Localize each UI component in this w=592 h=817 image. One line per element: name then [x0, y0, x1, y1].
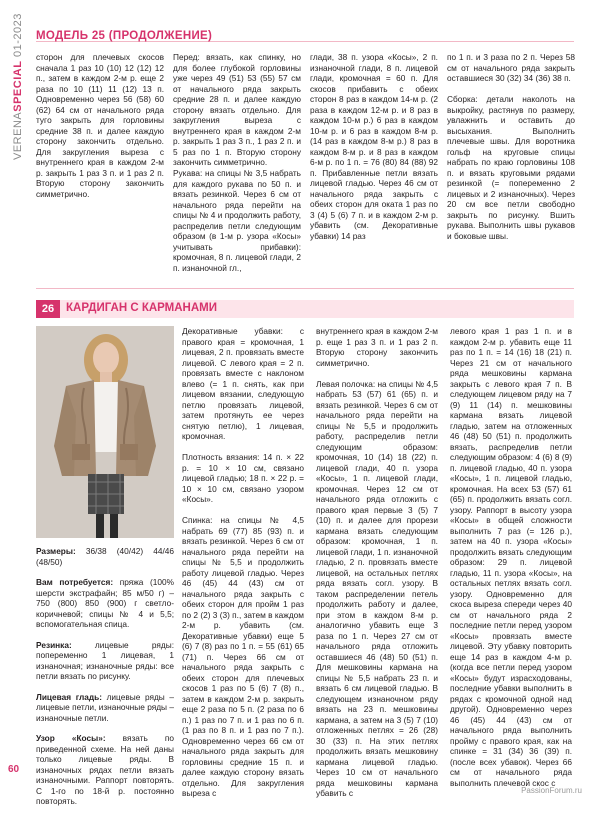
section-divider	[36, 288, 574, 289]
top-column-3: глади, 38 п. узора «Косы», 2 п. изнаночной глади, 8 п. лицевой глади, кромочная = 60 п. Для скосов прибавить с обеих сторон 8 раз в каждом 14-м р. (2 раза в каждом 12-м р. и 8 раз в каждом 10-м р.) 6 раз в каждом 10-м р. и 6 раз в каждом 8-м р. (14 раз в каждом 8-м р.) 8 раз в каждом 8-м р. и 8 раз в каждом 6-м р. по 1 п. = 76 (80) 84 (88) 92 п. Прибавленные петли вязать лицевой гладью. Через 46 см от начального ряда закрыть с обеих сторон для оката 1 раз по 3 (4) 5 (6) 7 п. и в каждом 2-м р. убавить (см. Декоративные убавки) 14 раз	[310, 52, 438, 241]
bottom-column-1: Декоративные убавки: с правого края = кромочная, 1 лицевая, 2 п. провязать вместе лицевой. С левого края = 2 п. провязать вместе с наклоном влево (= 1 п. снять, как при лицевом вязании, следующую петлю провязать лицевой, затем протянуть ее через снятую петлю), 1 лицевая, кромочная. Плотность вязания: 14 п. × 22 р. = 10 × 10 см, связано лицевой гладью; 18 п. × 22 р. = 10 × 10 см, связано узором «Косы». Спинка: на спицы № 4,5 набрать 69 (77) 85 (93) п. и вязать резинкой. Через 6 см от начального ряда перейти на спицы № 5,5 и продолжить работу лицевой гладью. Через 46 (45) 44 (43) см от начального ряда закрыть с обеих сторон для пройм 1 раз по 2 (2) 3 (3) п., затем в каждом 2-м р. убавить (см. Декоративные убавки) еще 5 (6) 7 (8) раз по 1 п. = 55 (61) 65 (71) п. Через 66 см от начального ряда закрыть с обеих сторон для плечевых скосов 1 раз по 5 (6) 7 (8) п., затем в каждом 2-м р. закрыть еще 2 раза по 5 п. (2 раза по 6 п.) 1 раз по 7 п. и 1 раз по 6 п. (1 раз по 8 п. и 1 раз по 7 п.). Одновременно через 66 см от начального ряда закрыть для горловины средние 15 п. и далее каждую сторону вязать отдельно. Для закругления выреза с	[182, 326, 304, 798]
model-title: МОДЕЛЬ 25 (ПРОДОЛЖЕНИЕ)	[36, 30, 213, 42]
top-column-4: по 1 п. и 3 раза по 2 п. Через 58 см от начального ряда закрыть оставшиеся 30 (32) 34 (36) 38 п. Сборка: детали наколоть на выкройку, растянув по размеру, увлажнить и оставить до высыхания. Выполнить плечевые швы. Для воротника гольф на круговые спицы набрать по краю горловины 108 п. и вязать круговыми рядами резинкой (= попеременно 2 лицевых и 2 изнаночных). Через 20 см все петли свободно закрыть по рисунку. Вшить рукава. Выполнить швы рукавов и боковые швы.	[447, 52, 575, 241]
sleeves-paragraph: Рукава: на спицы № 3,5 набрать для каждого рукава по 50 п. и вязать резинкой. Через 6 см от начального ряда перейти на спицы № 4 и продолжить работу, распределив петли следующим образом (в 1-м р. узора «Косы» учитывать прибавки): кромочная, 8 п. лицевой глади, 2 п. изнаночной гл.,	[173, 168, 301, 273]
rib-paragraph: Резинка: лицевые ряды: попеременно 1 лицевая, 1 изнаночная; изнаночные ряды: все петли вязать по рисунку.	[36, 639, 174, 681]
top-column-1: сторон для плечевых скосов сначала 1 раз 10 (10) 12 (12) 12 п., затем в каждом 2-м р. еще 2 раза по 10 (11) 11 (12) 13 п. Одновременно через 56 (58) 60 (62) 64 см от начального ряда тугo закрыть для горловины средние 38 п. и далее каждую сторону закончить отдельно. Для закругления выреза с внутреннего края в каждом 2-м р. закрыть 1 раз 3 п. и 1 раз 2 п. Вторую сторону закончить симметрично.	[36, 52, 164, 199]
magazine-logo-vertical: VERENASPECIAL 01-2023	[12, 13, 24, 160]
materials-column	[36, 546, 174, 817]
model-header	[36, 26, 574, 42]
bottom-column-3: левого края 1 раз 1 п. и в каждом 2-м р. убавить еще 11 раз по 1 п. = 14 (16) 18 (21) п. Через 21 см от начального ряда мешковины кармана закрыть с левого края 7 п. В следующем лицевом ряду на 7 (9) 11 (14) п. мешковины кармана вязать лицевой гладью, затем на отложенных 46 (48) 50 (51) п. продолжить вязать, распределив петли следующим образом: 4 (6) 8 (9) п. лицевой гладью, 40 п. узора «Косы», 1 п. лицевой гладью, кромочная. На всех 53 (57) 61 (65) п. продолжить вязать согл. узору. Раппорт в высоту узора «Косы» в общей сложности выполнить 7 раз (= 126 р.), затем на 40 п. узора «Косы» продолжить вязать следующим образом: 29 п. лицевой гладью, 11 п. узора «Косы», на остальных петлях вязать согл. узору. Одновременно для скоса выреза спереди через 40 см от начального ряда 2 последние петли перед узором «Косы» провязать вместе лицевой. Эту убавку повторить еще 14 раз в каждом 4-м р. (когда все петли перед узором «Косы» будут израсходованы, последние убавки выполнить в рядах с кромочной одной над другой). Одновременно через 46 (45) 44 (43) см от начального ряда выполнить пройму с правого края, как на спинке = 31 (34) 36 (39) п. (после всех убавок). Через 66 см от начального ряда выполнить плечевой скос с	[450, 326, 572, 788]
model-photo	[36, 326, 174, 538]
stockinette-paragraph: Лицевая гладь: лицевые ряды – лицевые петли, изнаночные ряды – изнаночные петли.	[36, 691, 174, 723]
bottom-column-2: внутреннего края в каждом 2-м р. еще 1 раз 3 п. и 1 раз 2 п. Вторую сторону закончить симметрично. Левая полочка: на спицы № 4,5 набрать 53 (57) 61 (65) п. и вязать резинкой. Через 6 см от начального ряда перейти на спицы № 5,5 и продолжить работу, распределив петли следующим образом: кромочная, 10 (14) 18 (22) п. лицевой глади, 40 п. узора «Косы», 1 п. лицевой глади, кромочная. Через 12 см от начального ряда отложить с правого края первые 3 (5) 7 (10) п. и далее для прорези кармана вязать следующим образом: кромочная, 1 п. лицевой глади, 1 п. изнаночной гладью, 2 п. провязать вместе лицевой, на остальных петлях ряда вязать согл. узору. В таком распределении петель продолжить работу и далее, при этом в каждом 8-м р. аналогично убавить еще 3 раза по 1 п. Через 27 см от начального ряда отложить оставшиеся 46 (48) 50 (51) п. Для мешковины кармана на спицы № 5,5 набрать 23 п. и вязать 6 см лицевой гладью. В следующем изнаночном ряду вязать на 23 п. мешковины кармана, а затем на 3 (5) 7 (10) отложенных петлях = 26 (28) 30 (33) п. На этих петлях продолжить вязать мешковину кармана лицевой гладью. Через 10 см от начального ряда мешковины кармана убавить с	[316, 326, 438, 798]
page-number: 60	[8, 764, 20, 775]
continued-instructions	[36, 52, 574, 284]
materials-paragraph: Вам потребуется: пряжа (100% шерсти экстрафайн; 85 м/50 г) – 750 (800) 850 (900) г светло-коричневой; спицы № 4 и 5,5; вспомогательная спица.	[36, 577, 175, 629]
section-header	[36, 300, 574, 318]
cables-paragraph: Узор «Косы»: вязать по приведенной схеме. На ней даны только лицевые ряды. В изнаночных рядах петли вязать изнаночными. Раппорт повторять. С 1-го по 18-й р. постоянно повторять.	[36, 733, 174, 806]
section-title: КАРДИГАН С КАРМАНАМИ	[66, 302, 218, 314]
sizes-paragraph: Размеры: 36/38 (40/42) 44/46 (48/50)	[36, 546, 174, 567]
watermark: PassionForum.ru	[521, 786, 582, 795]
section-number-badge: 26	[36, 300, 60, 318]
top-column-2: Перед: вязать, как спинку, но для более глубокой горловины уже через 49 (51) 53 (55) 57 см от начального ряда закрыть средние 28 п. и далее каждую сторону вязать отдельно. Для закругления выреза с внутреннего края в каждом 2-м р. закрыть 1 раз 3 п., 1 раз 2 п. и 5 раз по 1 п. Вторую сторону закончить симметрично.	[173, 52, 301, 167]
cardigan-model-illustration	[36, 326, 174, 538]
